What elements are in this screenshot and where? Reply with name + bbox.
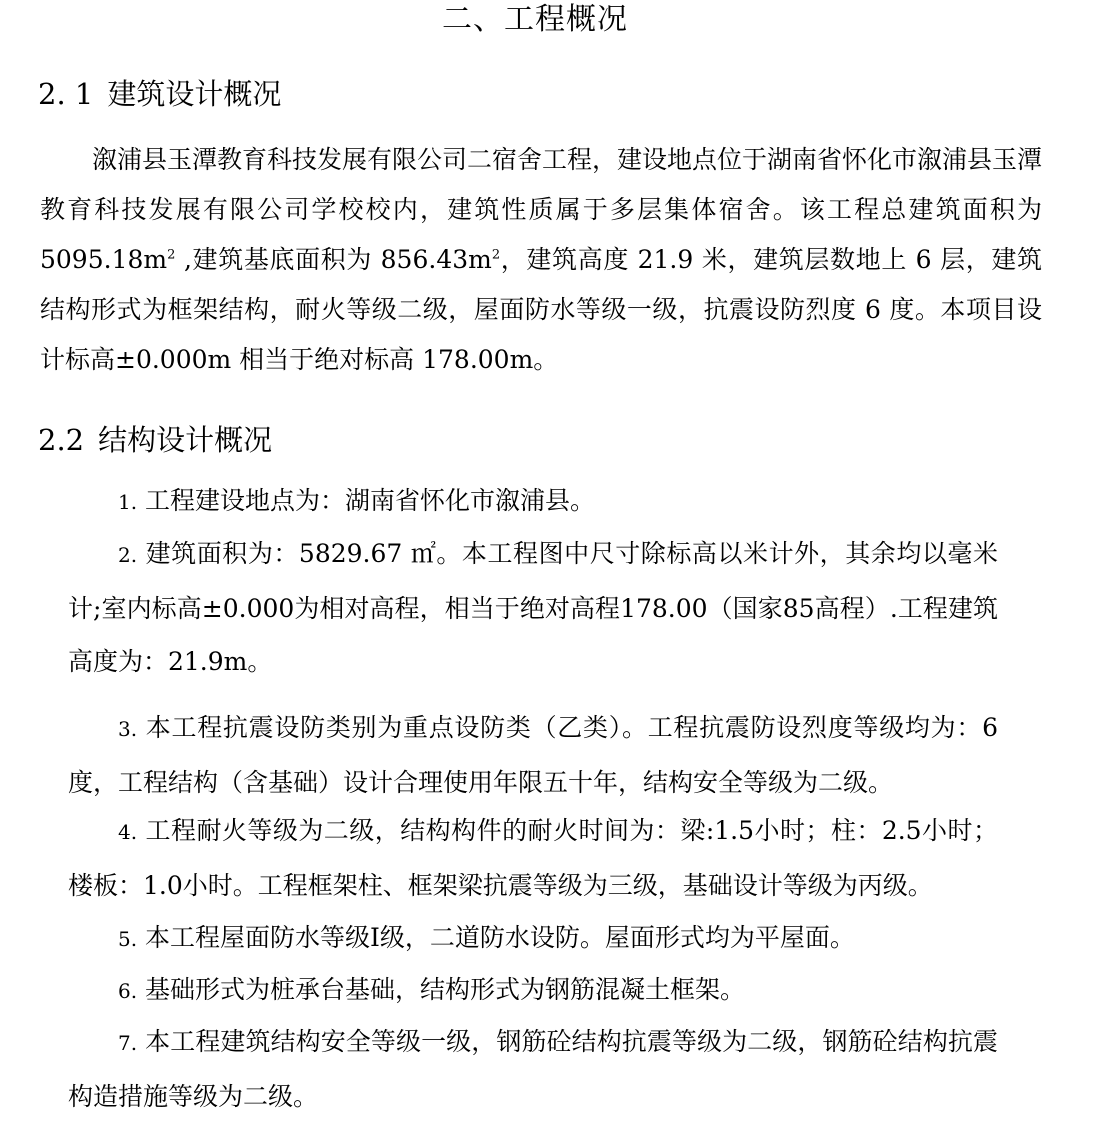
- list-item: [68, 804, 998, 912]
- superscript-two: 2: [491, 247, 501, 263]
- section-heading-structure-design: [38, 420, 272, 460]
- list-item: [68, 911, 998, 966]
- list-item-text: 本工程抗震设防类别为重点设防类（乙类）。工程抗震防设烈度等级均为：6度，工程结构（含基础）设计合理使用年限五十年，结构安全等级为二级。: [68, 713, 998, 797]
- list-item: [68, 1015, 998, 1123]
- list-item-number: 3.: [118, 717, 138, 741]
- list-item-text: 建筑面积为：5829.67 ㎡。本工程图中尺寸除标高以米计外，其余均以毫米计;室内标高±0.000为相对高程，相当于绝对高程178.00（国家85高程）.工程建筑高度为：21.9m。: [68, 539, 998, 676]
- section-number: 2.2: [38, 423, 85, 457]
- section-heading-text: 建筑设计概况: [107, 77, 282, 111]
- list-item-number: 1.: [118, 490, 138, 514]
- list-item-text: 基础形式为桩承台基础，结构形式为钢筋混凝土框架。: [145, 975, 746, 1004]
- section-heading-building-design: [38, 74, 281, 114]
- list-item-number: 4.: [118, 820, 138, 844]
- superscript-two: 2: [167, 247, 176, 263]
- list-item: [68, 963, 998, 1018]
- list-item-text: 工程建设地点为：湖南省怀化市溆浦县。: [145, 486, 596, 515]
- list-item-number: 7.: [118, 1031, 138, 1055]
- section-heading-text: 结构设计概况: [98, 423, 273, 457]
- list-item: [68, 701, 998, 809]
- section-number: 2. 1: [38, 77, 94, 111]
- list-item-text: 本工程建筑结构安全等级一级，钢筋砼结构抗震等级为二级，钢筋砼结构抗震构造措施等级为二级。: [68, 1027, 998, 1111]
- paragraph-text-part: 溆浦县玉潭教育科技发展有限公司二宿舍工程，建设地点位于湖南省怀化市溆浦县玉潭教育科技发展有限公司学校校内，建筑性质属于多层集体宿舍。该工程总建筑面积为 5095.18m: [40, 145, 1043, 274]
- list-item: [68, 527, 998, 688]
- paragraph-text-part: ，建筑高度 21.9 米，建筑层数地上 6 层，建筑结构形式为框架结构，耐火等级二级，屋面防水等级一级，抗震设防烈度 6 度。本项目设计标高±0.000m 相当于绝对标高 178.00m。: [40, 245, 1043, 374]
- page-title: 二、工程概况: [442, 2, 628, 37]
- list-item-text: 工程耐火等级为二级，结构构件的耐火时间为：梁:1.5小时；柱：2.5小时；楼板：1.0小时。工程框架柱、框架梁抗震等级为三级，基础设计等级为丙级。: [68, 816, 998, 900]
- list-item: [68, 474, 998, 529]
- building-design-paragraph: [40, 135, 1042, 385]
- list-item-number: 6.: [118, 979, 138, 1003]
- list-item-number: 5.: [118, 927, 138, 951]
- paragraph-text-part: ,建筑基底面积为 856.43m: [175, 245, 492, 274]
- list-item-number: 2.: [118, 543, 138, 567]
- list-item-text: 本工程屋面防水等级Ⅰ级，二道防水设防。屋面形式均为平屋面。: [145, 923, 855, 952]
